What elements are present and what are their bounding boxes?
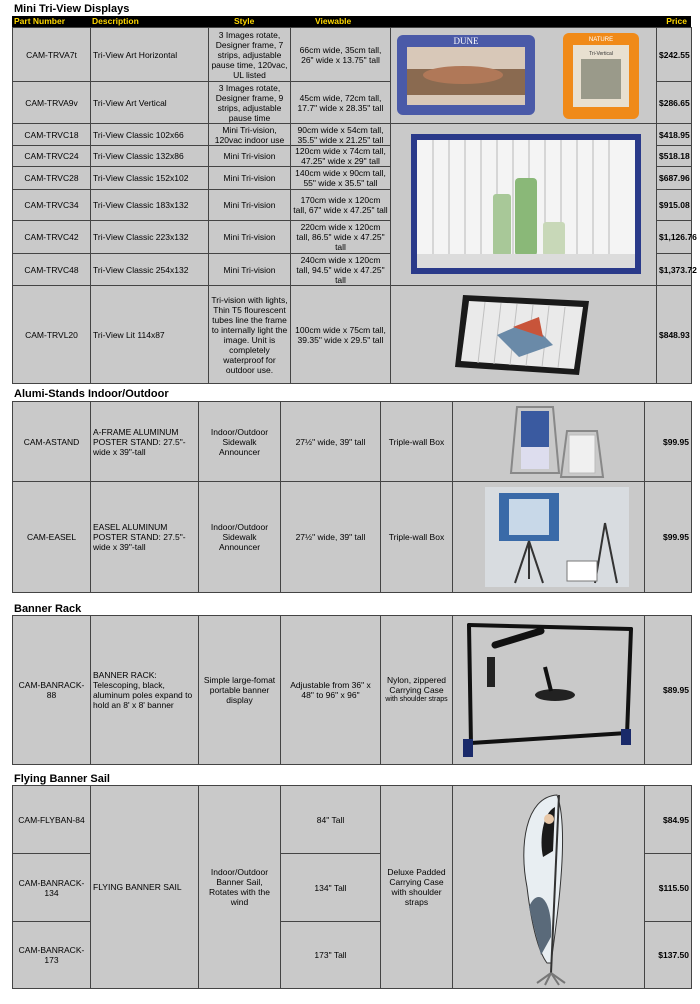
description: Tri-View Classic 132x86: [91, 146, 209, 167]
easel-stand-photo: [455, 483, 645, 591]
packaging: [381, 616, 453, 765]
viewable: 140cm wide x 90cm tall, 55" wide x 35.5" tall: [291, 167, 391, 190]
alumi-stands-table: [12, 401, 692, 593]
price: $84.95: [645, 786, 692, 854]
price: $89.95: [645, 616, 692, 765]
header-viewable: Viewable: [315, 16, 352, 26]
style: Mini Tri-vision, 120vac indoor use: [209, 124, 291, 146]
section-title-mini-tri-view: Mini Tri-View Displays: [14, 3, 130, 15]
part-number: CAM-TRVA9v: [13, 82, 91, 124]
table-row: [13, 482, 692, 593]
table-row: [13, 616, 692, 765]
style: Mini Tri-vision: [209, 190, 291, 221]
table-row: [13, 124, 692, 146]
dune-label: DUNE: [453, 35, 479, 46]
price: $915.08: [657, 190, 692, 221]
viewable: 170cm wide x 120cm tall, 67" wide x 47.25" tall: [291, 190, 391, 221]
viewable: 27½" wide, 39" tall: [281, 402, 381, 482]
part-number: CAM-EASEL: [13, 482, 91, 593]
easel-stand-image: [453, 482, 645, 593]
part-number: CAM-TRVC34: [13, 190, 91, 221]
style: Indoor/Outdoor Sidewalk Announcer: [199, 402, 281, 482]
description: Tri-View Classic 102x66: [91, 124, 209, 146]
price: $99.95: [645, 482, 692, 593]
viewable: 90cm wide x 54cm tall, 35.5" wide x 21.25" tall: [291, 124, 391, 146]
part-number: CAM-TRVC42: [13, 221, 91, 254]
nature-label: NATURE: [588, 36, 614, 43]
section-title-banner-rack: Banner Rack: [14, 603, 82, 615]
table-row: [13, 28, 692, 82]
column-header-bar: [12, 16, 691, 27]
header-price: Price: [666, 16, 687, 26]
style: Indoor/Outdoor Sidewalk Announcer: [199, 482, 281, 593]
nature-sub-label: Tri-Vertical: [589, 50, 613, 57]
description: Tri-View Lit 114x87: [91, 286, 209, 384]
style: 3 Images rotate, Designer frame, 9 strips, adjustable pause time: [209, 82, 291, 124]
style: 3 Images rotate, Designer frame, 7 strips, adjustable pause time, 120vac, UL listed: [209, 28, 291, 82]
price: $518.18: [657, 146, 692, 167]
description: Tri-View Classic 223x132: [91, 221, 209, 254]
packaging: Triple-wall Box: [381, 402, 453, 482]
table-row: [13, 402, 692, 482]
banner-rack-photo: [455, 617, 645, 763]
part-number: CAM-TRVC24: [13, 146, 91, 167]
tri-view-lit-image: [391, 286, 657, 384]
flying-banner-photo: [455, 787, 645, 987]
part-number: CAM-BANRACK-173: [13, 922, 91, 989]
viewable: 240cm wide x 120cm tall, 94.5" wide x 47.25" tall: [291, 254, 391, 286]
style: Mini Tri-vision: [209, 221, 291, 254]
price: $1,373.72: [657, 254, 692, 286]
part-number: CAM-FLYBAN-84: [13, 786, 91, 854]
price: $137.50: [645, 922, 692, 989]
viewable: 220cm wide x 120cm tall, 86.5" wide x 47.25" tall: [291, 221, 391, 254]
description: Tri-View Art Vertical: [91, 82, 209, 124]
part-number: CAM-TRVC28: [13, 167, 91, 190]
viewable: Adjustable from 36" x 48" to 96" x 96": [281, 616, 381, 765]
part-number: CAM-TRVA7t: [13, 28, 91, 82]
packaging-main: Nylon, zippered Carrying Case: [386, 675, 447, 695]
price: $99.95: [645, 402, 692, 482]
tri-view-art-photo: [393, 29, 657, 123]
style: Simple large-fomat portable banner display: [199, 616, 281, 765]
tri-view-classic-photo: [393, 130, 657, 280]
table-row: [13, 786, 692, 854]
description: Tri-View Classic 183x132: [91, 190, 209, 221]
viewable: 27½" wide, 39" tall: [281, 482, 381, 593]
price: $286.65: [657, 82, 692, 124]
tri-view-classic-image: [391, 124, 657, 286]
price: $687.96: [657, 167, 692, 190]
viewable: 66cm wide, 35cm tall, 26" wide x 13.75" tall: [291, 28, 391, 82]
mini-tri-view-table: [12, 27, 697, 384]
tri-view-lit-photo: [393, 287, 657, 383]
price: $418.95: [657, 124, 692, 146]
description: Tri-View Art Horizontal: [91, 28, 209, 82]
packaging-note: with shoulder straps: [385, 696, 448, 703]
style: Mini Tri-vision: [209, 254, 291, 286]
banner-rack-table: [12, 615, 692, 765]
part-number: CAM-BANRACK-88: [13, 616, 91, 765]
style: Mini Tri-vision: [209, 146, 291, 167]
style: Indoor/Outdoor Banner Sail, Rotates with the wind: [199, 786, 281, 989]
header-description: Description: [92, 16, 139, 26]
table-row: [13, 286, 692, 384]
description: BANNER RACK: Telescoping, black, aluminum poles expand to hold an 8' x 8' banner: [91, 616, 199, 765]
price: $848.93: [657, 286, 692, 384]
header-part-number: Part Number: [14, 16, 66, 26]
viewable: 120cm wide x 74cm tall, 47.25" wide x 29" tall: [291, 146, 391, 167]
flying-banner-image: [453, 786, 645, 989]
a-frame-stand-image: [453, 402, 645, 482]
description: Tri-View Classic 254x132: [91, 254, 209, 286]
packaging: Deluxe Padded Carrying Case with shoulder straps: [381, 786, 453, 989]
description: Tri-View Classic 152x102: [91, 167, 209, 190]
header-style: Style: [234, 16, 255, 26]
price: $1,126.76: [657, 221, 692, 254]
a-frame-stand-photo: [455, 403, 645, 481]
tri-view-art-image: [391, 28, 657, 124]
viewable: 134" Tall: [281, 854, 381, 922]
viewable: 100cm wide x 75cm tall, 39.35" wide x 29.5" tall: [291, 286, 391, 384]
viewable: 45cm wide, 72cm tall, 17.7" wide x 28.35" tall: [291, 82, 391, 124]
part-number: CAM-TRVC48: [13, 254, 91, 286]
part-number: CAM-ASTAND: [13, 402, 91, 482]
part-number: CAM-TRVL20: [13, 286, 91, 384]
section-title-alumi-stands: Alumi-Stands Indoor/Outdoor: [14, 388, 169, 400]
part-number: CAM-BANRACK-134: [13, 854, 91, 922]
flying-banner-table: [12, 785, 692, 989]
description: A-FRAME ALUMINUM POSTER STAND: 27.5"-wide x 39"-tall: [91, 402, 199, 482]
description: EASEL ALUMINUM POSTER STAND: 27.5"-wide x 39"-tall: [91, 482, 199, 593]
price: $115.50: [645, 854, 692, 922]
price: $242.55: [657, 28, 692, 82]
banner-rack-image: [453, 616, 645, 765]
packaging: Triple-wall Box: [381, 482, 453, 593]
part-number: CAM-TRVC18: [13, 124, 91, 146]
viewable: 84" Tall: [281, 786, 381, 854]
viewable: 173" Tall: [281, 922, 381, 989]
description: FLYING BANNER SAIL: [91, 786, 199, 989]
style: Mini Tri-vision: [209, 167, 291, 190]
section-title-flying-banner-sail: Flying Banner Sail: [14, 773, 110, 785]
style: Tri-vision with lights, Thin T5 flourescent tubes line the frame to internally light the image. Unit is completely waterproof for outdoor use.: [209, 286, 291, 384]
